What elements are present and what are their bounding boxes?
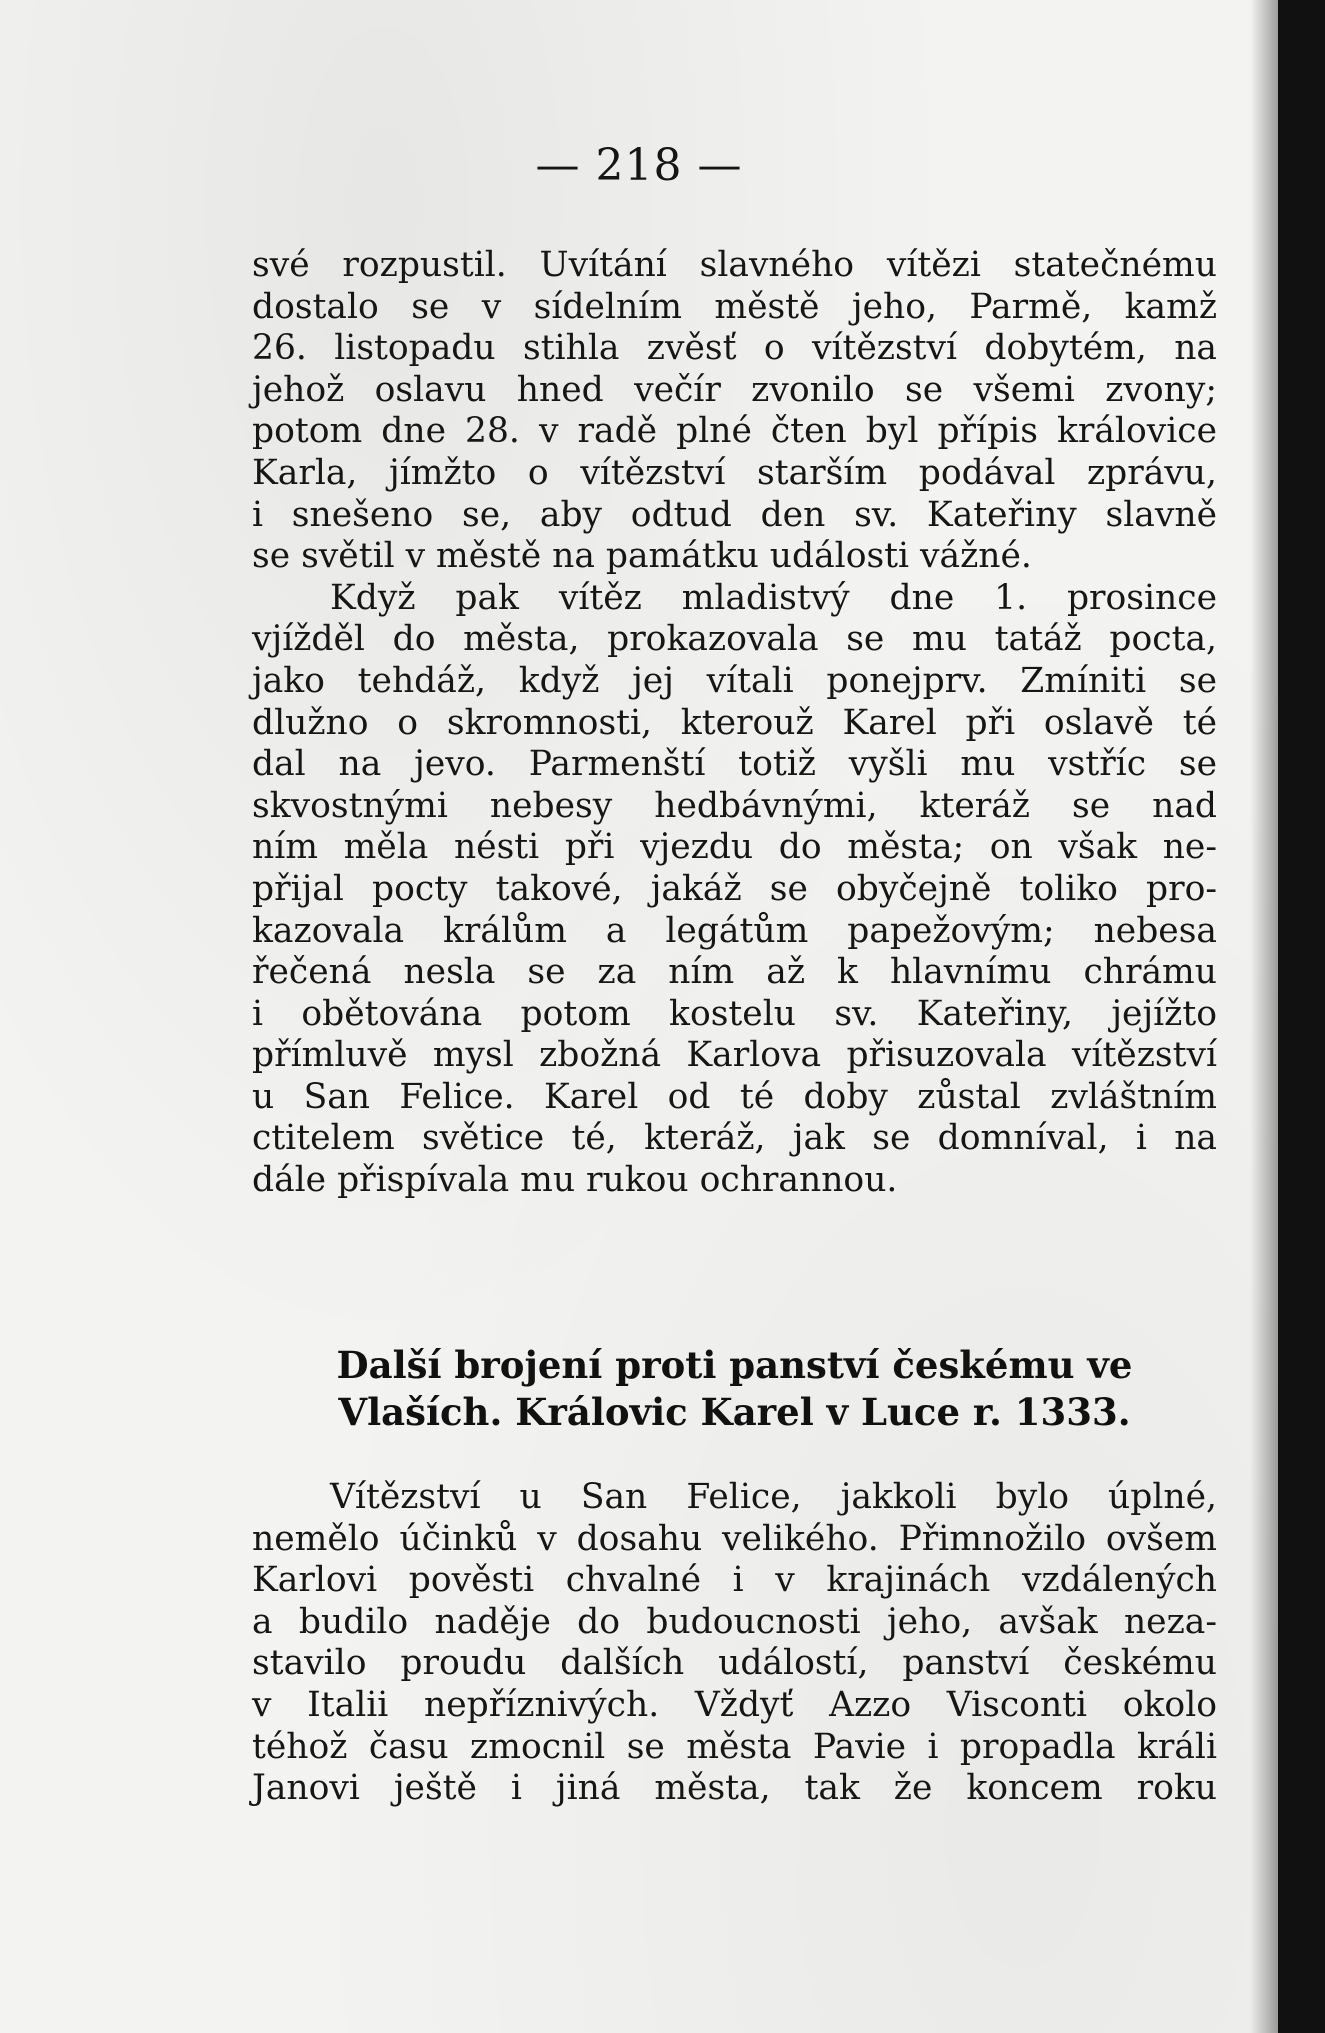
text-line: 26. listopadu stihla zvěsť o vítězství dobytém, na: [252, 328, 1217, 369]
text-line: vjížděl do města, prokazovala se mu tatáž pocta,: [252, 619, 1217, 660]
text-line: a budilo naděje do budoucnosti jeho, avšak neza-: [252, 1601, 1217, 1642]
scan-edge: [1278, 0, 1325, 2033]
text-line: nemělo účinků v dosahu velikého. Přimnožilo ovšem: [252, 1518, 1217, 1559]
text-line: kazovala králům a legátům papežovým; nebesa: [252, 910, 1217, 951]
text-line: stavilo proudu dalších událostí, panství českému: [252, 1643, 1217, 1684]
text-line: se světil v městě na památku události vážné.: [252, 536, 1032, 577]
text-line: dlužno o skromnosti, kterouž Karel při oslavě té: [252, 702, 1217, 743]
text-line: u San Felice. Karel od té doby zůstal zvláštním: [252, 1076, 1217, 1117]
paragraph-3: [252, 1477, 1217, 1810]
text-line: jako tehdáž, když jej vítali ponejprv. Zmíniti se: [252, 660, 1217, 701]
text-line: Vítězství u San Felice, jakkoli bylo úplné,: [330, 1477, 1217, 1517]
text-line: Karla, jímžto o vítězství starším podával zprávu,: [252, 452, 1217, 493]
text-line: i snešeno se, aby odtud den sv. Kateřiny slavně: [252, 494, 1217, 535]
body-text-top: [252, 245, 1217, 1202]
text-line: dostalo se v sídelním městě jeho, Parmě, kamž: [252, 286, 1217, 327]
text-line: dále přispívala mu rukou ochrannou.: [252, 1160, 898, 1201]
text-line: i obětována potom kostelu sv. Kateřiny, jejížto: [252, 993, 1217, 1034]
text-line: Karlovi pověsti chvalné i v krajinách vzdálených: [252, 1560, 1217, 1601]
text-line: ním měla nésti při vjezdu do města; on však ne-: [252, 827, 1217, 868]
text-line: dal na jevo. Parmenští totiž vyšli mu vstříc se: [252, 744, 1217, 785]
text-line: potom dne 28. v radě plné čten byl přípis královice: [252, 411, 1217, 452]
text-line: řečená nesla se za ním až k hlavnímu chrámu: [252, 952, 1217, 993]
text-line: téhož času zmocnil se města Pavie i propadla králi: [252, 1726, 1217, 1767]
text-line: Když pak vítěz mladistvý dne 1. prosince: [330, 577, 1217, 618]
text-line: přijal pocty takové, jakáž se obyčejně toliko pro-: [252, 868, 1217, 909]
text-line: své rozpustil. Uvítání slavného vítězi statečnému: [252, 245, 1217, 285]
paragraph-1: [252, 245, 1217, 578]
text-line: v Italii nepříznivých. Vždyť Azzo Visconti okolo: [252, 1684, 1217, 1725]
text-line: jehož oslavu hned večír zvonilo se všemi zvony;: [252, 369, 1217, 410]
text-line: skvostnými nebesy hedbávnými, kteráž se nad: [252, 785, 1217, 826]
text-line: přímluvě mysl zbožná Karlova přisuzovala vítězství: [252, 1035, 1217, 1076]
section-heading: [252, 1342, 1217, 1436]
text-line: Janovi ještě i jiná města, tak že koncem roku: [252, 1768, 1217, 1809]
paragraph-2: [252, 578, 1217, 1202]
heading-line: Vlaších. Královic Karel v Luce r. 1333.: [338, 1390, 1131, 1434]
heading-line: Další brojení proti panství českému ve: [336, 1343, 1133, 1387]
page-number: — 218 —: [535, 140, 743, 191]
text-line: ctitelem světice té, kteráž, jak se domníval, i na: [252, 1118, 1217, 1159]
